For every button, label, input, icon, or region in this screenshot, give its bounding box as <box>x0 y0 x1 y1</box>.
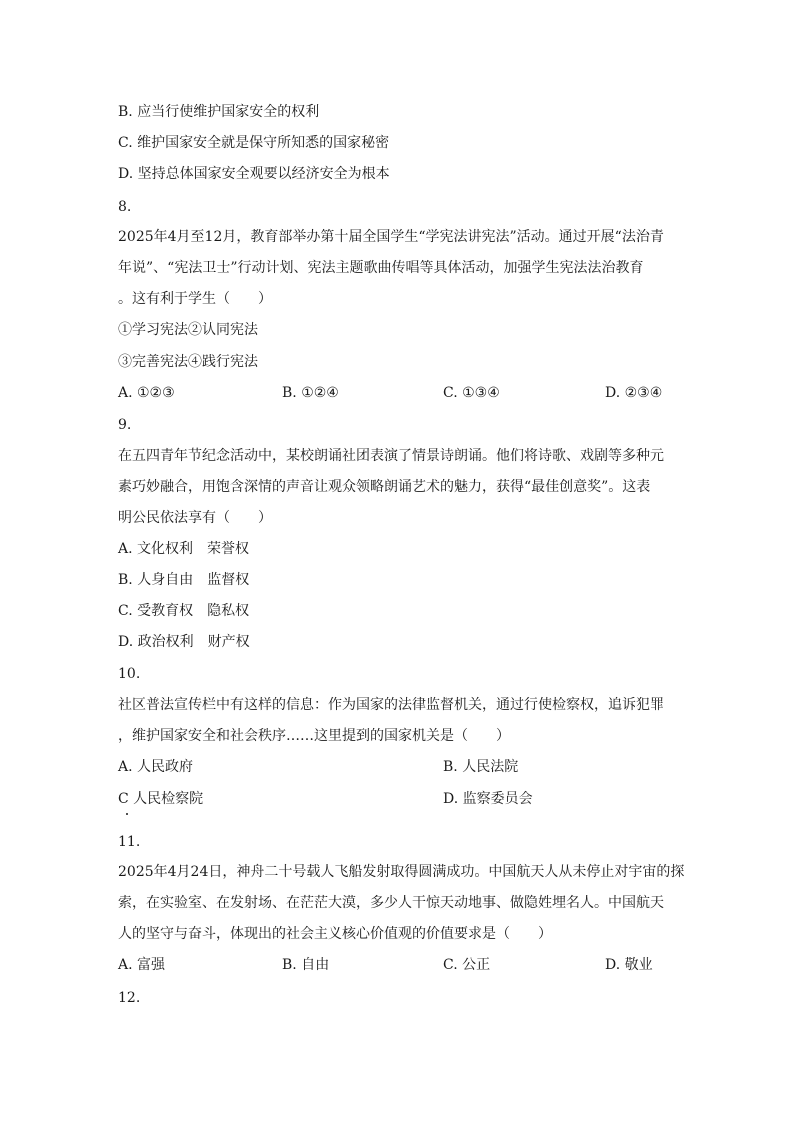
q9-stem-line-3: 明公民依法享有（ ） <box>118 510 272 526</box>
q11-stem-line-1: 2025年4月24日，神舟二十号载人飞船发射取得圆满成功。中国航天人从未停止对宇宙的探 <box>118 864 685 880</box>
q10-stem-line-1: 社区普法宣传栏中有这样的信息：作为国家的法律监督机关，通过行使检察权，追诉犯罪 <box>118 697 664 713</box>
q8-stem-line-2: 年说”、“宪法卫士”行动计划、宪法主题歌曲传唱等具体活动，加强学生宪法法治教育 <box>118 260 644 276</box>
q10-option-b: B. 人民法院 <box>443 759 519 775</box>
q7-option-d: D. 坚持总体国家安全观要以经济安全为根本 <box>118 166 390 182</box>
q9-stem-line-1: 在五四青年节纪念活动中，某校朗诵社团表演了情景诗朗诵。他们将诗歌、戏剧等多种元 <box>118 448 664 464</box>
q11-stem-line-2: 索，在实验室、在发射场、在茫茫大漠，多少人干惊天动地事、做隐姓埋名人。中国航天 <box>118 895 664 911</box>
q9-option-b: B. 人身自由 监督权 <box>118 572 250 588</box>
q10-number: 10. <box>118 666 141 682</box>
q11-option-d: D. 敬业 <box>605 957 653 973</box>
q10-stem-line-2: ，维护国家安全和社会秩序……这里提到的国家机关是（ ） <box>118 728 510 744</box>
q8-item-line-2: ③完善宪法④践行宪法 <box>118 354 258 370</box>
q8-option-a: A. ①②③ <box>118 385 175 401</box>
q8-option-b: B. ①②④ <box>282 385 339 401</box>
q9-option-d: D. 政治权利 财产权 <box>118 634 250 650</box>
q7-option-b: B. 应当行使维护国家安全的权利 <box>118 104 320 120</box>
q11-option-c: C. 公正 <box>443 957 491 973</box>
q12-number: 12. <box>118 990 141 1006</box>
q11-option-b: B. 自由 <box>282 957 330 973</box>
q9-number: 9. <box>118 417 132 433</box>
q8-option-d: D. ②③④ <box>605 385 663 401</box>
q10-option-a: A. 人民政府 <box>118 759 194 775</box>
q11-option-a: A. 富强 <box>118 957 166 973</box>
q9-option-a: A. 文化权利 荣誉权 <box>118 541 250 557</box>
q9-stem-line-2: 素巧妙融合，用饱含深情的声音让观众领略朗诵艺术的魅力，获得“最佳创意奖”。这表 <box>118 479 651 495</box>
q8-stem-line-1: 2025年4月至12月，教育部举办第十届全国学生“学宪法讲宪法”活动。通过开展“法治青 <box>118 229 664 245</box>
q8-number: 8. <box>118 199 132 215</box>
q8-stem-line-3: 。这有利于学生（ ） <box>118 291 272 307</box>
q9-option-c: C. 受教育权 隐私权 <box>118 603 250 619</box>
decorative-dot <box>126 813 128 815</box>
q8-option-c: C. ①③④ <box>443 385 500 401</box>
q11-stem-line-3: 人的坚守与奋斗，体现出的社会主义核心价值观的价值要求是（ ） <box>118 926 552 942</box>
q8-item-line-1: ①学习宪法②认同宪法 <box>118 322 258 338</box>
q10-option-c: C 人民检察院 <box>118 791 204 807</box>
q10-option-d: D. 监察委员会 <box>443 791 533 807</box>
q7-option-c: C. 维护国家安全就是保守所知悉的国家秘密 <box>118 135 390 151</box>
q11-number: 11. <box>118 834 141 850</box>
